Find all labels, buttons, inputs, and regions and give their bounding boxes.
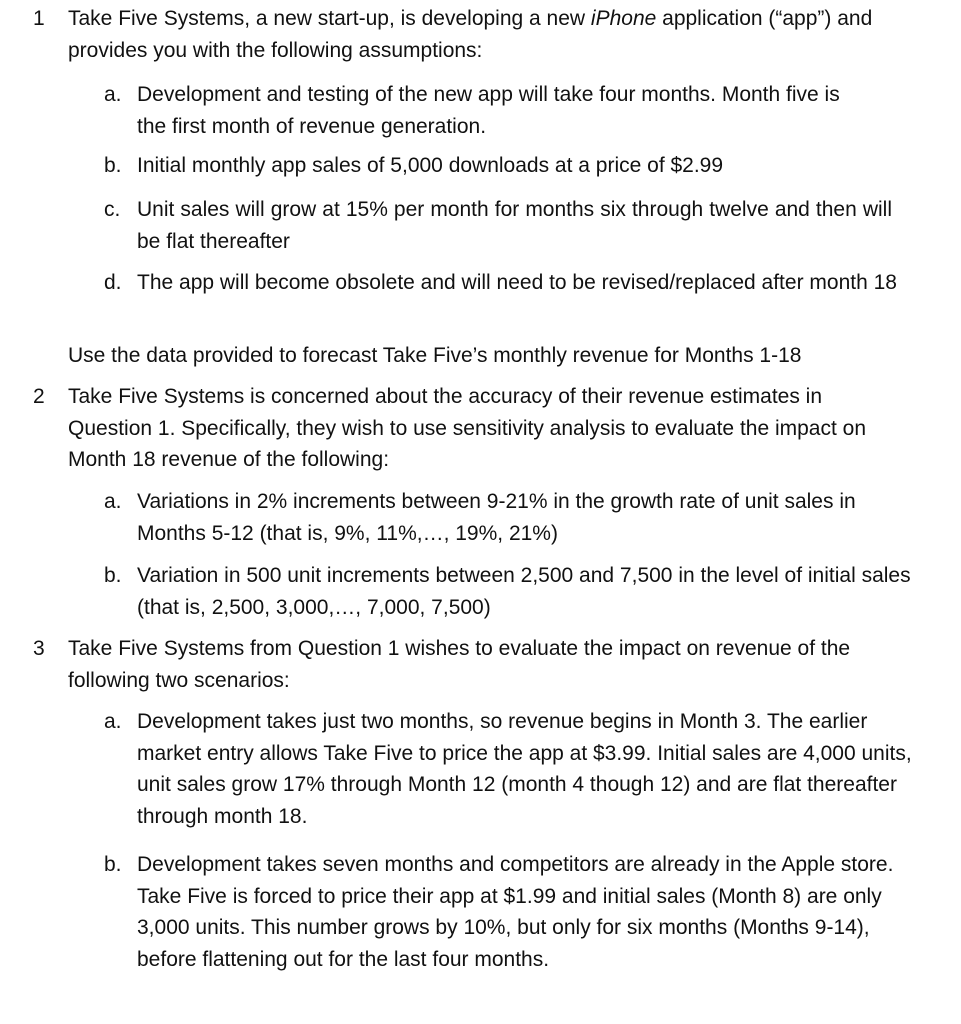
- item-label: a.: [104, 83, 122, 106]
- item-text: Variation in 500 unit increments between 2,500 and 7,500 in the level of initial sales (that is, 2,500, 3,000,…, 7,000, 7,500): [137, 564, 911, 619]
- item-label: a.: [104, 490, 122, 513]
- question-1-closing: Use the data provided to forecast Take Five’s monthly revenue for Months 1-18: [68, 344, 802, 367]
- item-text: Development takes just two months, so revenue begins in Month 3. The earlier market entry allows Take Five to price the app at $3.99. Initial sales are 4,000 units, unit sales grow 17% through Month 12 (month 4 though 12) and are flat thereafter through month 18.: [137, 710, 912, 828]
- item-text: Unit sales will grow at 15% per month for months six through twelve and then will be flat thereafter: [137, 198, 892, 253]
- item-text: Development and testing of the new app will take four months. Month five is the first month of revenue generation.: [137, 83, 840, 138]
- item-label: b.: [104, 564, 122, 587]
- question-intro: Take Five Systems is concerned about the accuracy of their revenue estimates in Question 1. Specifically, they wish to use sensitivity analysis to evaluate the impact on Month 18 revenue of the following:: [68, 385, 867, 471]
- question-intro: Take Five Systems from Question 1 wishes to evaluate the impact on revenue of the following two scenarios:: [68, 637, 851, 692]
- question-number: 1: [33, 7, 45, 30]
- item-text: Initial monthly app sales of 5,000 downloads at a price of $2.99: [137, 154, 724, 177]
- question-number: 2: [33, 385, 45, 408]
- item-text: Development takes seven months and competitors are already in the Apple store. Take Five is forced to price their app at $1.99 and initial sales (Month 8) are only 3,000 units. This number grows by 10%, but only for six months (Months 9-14), before flattening out for the last four months.: [137, 853, 894, 971]
- item-label: b.: [104, 154, 122, 177]
- item-label: c.: [104, 198, 121, 221]
- item-label: d.: [104, 271, 122, 294]
- iphone-italic: iPhone: [590, 7, 657, 30]
- item-label: a.: [104, 710, 122, 733]
- item-label: b.: [104, 853, 122, 876]
- item-text: Variations in 2% increments between 9-21% in the growth rate of unit sales in Months 5-12 (that is, 9%, 11%,…, 19%, 21%): [137, 490, 856, 545]
- question-intro: Take Five Systems, a new start-up, is developing a new iPhone application (“app”) and provides you with the following assumptions:: [68, 7, 873, 62]
- question-number: 3: [33, 637, 45, 660]
- item-text: The app will become obsolete and will need to be revised/replaced after month 18: [137, 271, 897, 294]
